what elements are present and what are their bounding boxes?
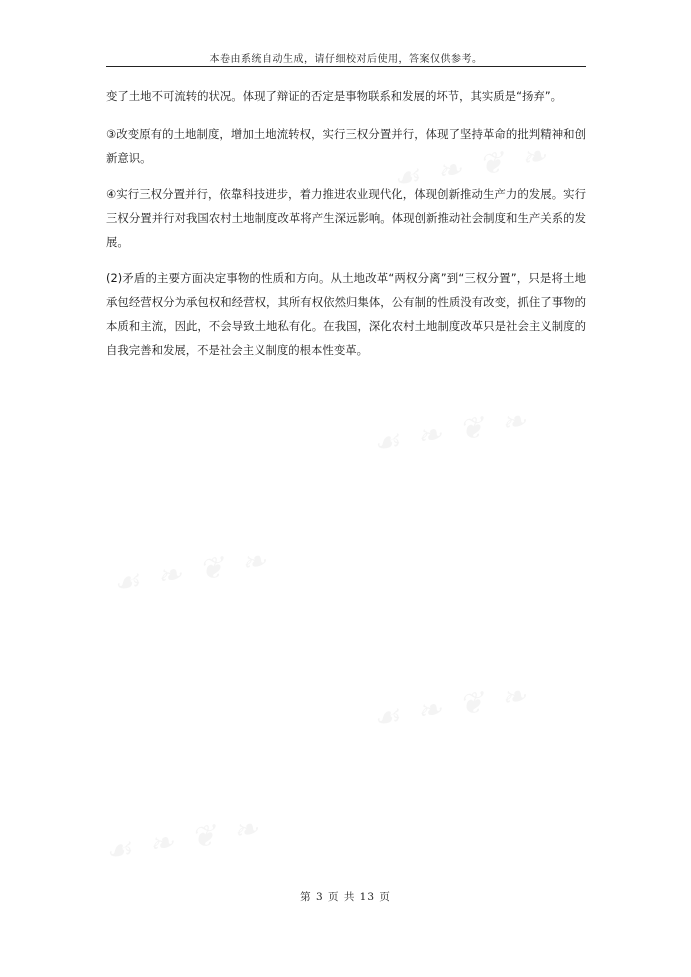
paragraph-continuation: 变了土地不可流转的状况。体现了辩证的否定是事物联系和发展的坏节，其实质是“扬弃”。 [106, 89, 563, 103]
page-header-notice: 本卷由系统自动生成，请仔细校对后使用，答案仅供参考。 [209, 54, 483, 65]
paragraph-part-2: (2)矛盾的主要方面决定事物的性质和方向。从土地改革“两权分离”到“三权分置”，只是将土地承包经营权分为承包权和经营权，其所有权依然归集体，公有制的性质没有改变，抓住了事物的本质和主流，因此，不会导致土地私有化。在我国，深化农村土地制度改革只是社会主义制度的自我完善和发展，不是社会主义制度的根本性变革。 [106, 271, 586, 357]
watermark-mark [110, 543, 272, 602]
paragraph-point-4: ④实行三权分置并行，依靠科技进步，着力推进农业现代化，体现创新推动生产力的发展。实行三权分置并行对我国农村土地制度改革将产生深远影响。体现创新推动社会制度和生产关系的发展。 [106, 187, 586, 249]
answer-body [106, 84, 586, 374]
page-number-footer: 第 3 页 共 13 页 [300, 891, 391, 903]
watermark-mark [102, 811, 264, 870]
watermark-mark [370, 403, 532, 462]
paragraph-point-3: ③改变原有的土地制度，增加土地流转权，实行三权分置并行，体现了坚持革命的批判精神和创新意识。 [106, 127, 586, 165]
watermark-mark [370, 678, 532, 737]
header-divider [106, 66, 586, 67]
